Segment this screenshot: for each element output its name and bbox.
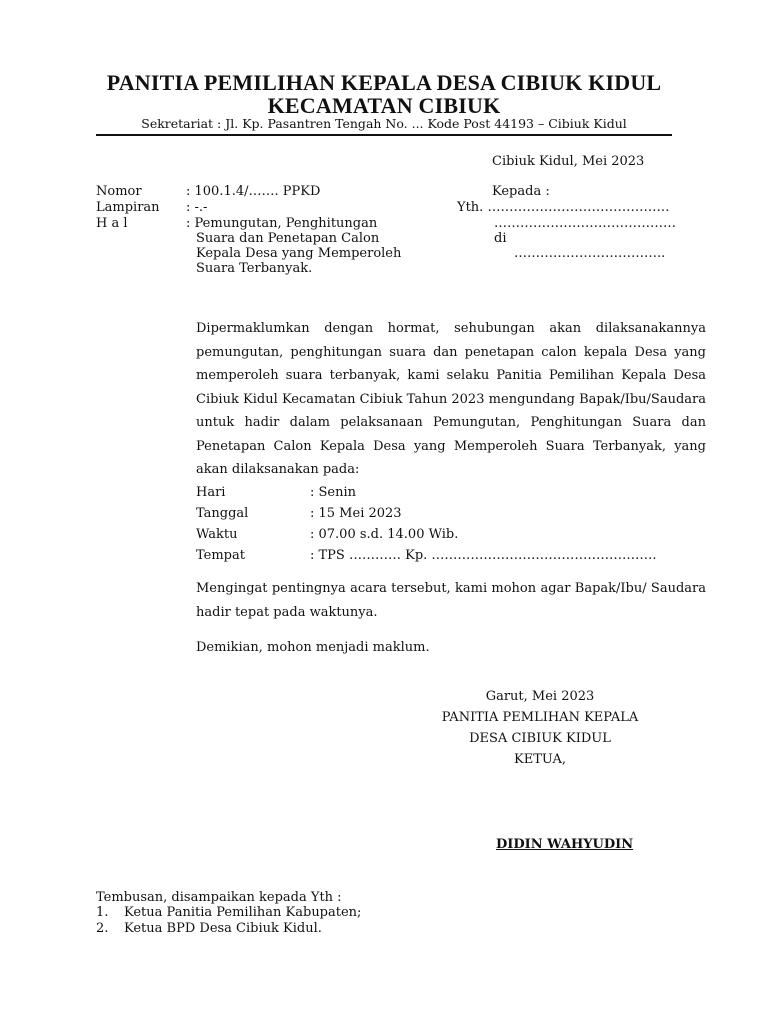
detail-value: : 15 Mei 2023 — [310, 506, 402, 521]
letterhead-secretariat: Sekretariat : Jl. Kp. Pasantren Tengah No. ... Kode Post 44193 – Cibiuk Kidul — [141, 116, 627, 131]
cc-heading: Tembusan, disampaikan kepada Yth : — [96, 890, 342, 905]
signer-name: DIDIN WAHYUDIN — [496, 837, 634, 852]
detail-label: Waktu — [196, 527, 238, 542]
letterhead-title-line1: PANITIA PEMILIHAN KEPALA DESA CIBIUK KIDUL — [106, 70, 662, 95]
nomor-label: Nomor — [96, 184, 142, 199]
nomor-value: : 100.1.4/……. PPKD — [186, 184, 321, 199]
body-paragraph-1: Dipermaklumkan dengan hormat, sehubungan akan dilaksanakannya pemungutan, penghitungan suara dan penetapan calon kepala Desa yang memperoleh suara terbanyak, kami selaku Panitia Pemilihan Kepala Desa Cibiuk Kidul Kecamatan Cibiuk Tahun 2023 mengundang Bapak/Ibu/Saudara untuk hadir dalam pelaksanaan Pemungutan, Penghitungan Suara dan Penetapan Calon Kepala Desa yang Memperoleh Suara Terbanyak, yang akan dilaksanakan pada: — [196, 321, 706, 477]
detail-value: : 07.00 s.d. 14.00 Wib. — [310, 527, 459, 542]
lampiran-label: Lampiran — [96, 200, 160, 215]
detail-row-tanggal — [196, 506, 657, 527]
cc-item-text: Ketua BPD Desa Cibiuk Kidul. — [124, 921, 322, 936]
hal-label: H a l — [96, 216, 128, 231]
letter-date: Cibiuk Kidul, Mei 2023 — [492, 154, 645, 169]
recipient-line3: …………………………….. — [514, 246, 666, 261]
signature-org-line1: PANITIA PEMLIHAN KEPALA — [441, 710, 639, 725]
recipient-kepada: Kepada : — [492, 184, 550, 199]
detail-label: Hari — [196, 485, 226, 500]
recipient-yth: Yth. …………………………………… — [457, 200, 670, 215]
detail-row-hari — [196, 485, 657, 506]
lampiran-value: : -.- — [186, 200, 208, 215]
recipient-line2: …………………………………… — [494, 216, 676, 231]
letterhead-title-line2: KECAMATAN CIBIUK — [267, 93, 501, 118]
letterhead-divider — [96, 134, 672, 136]
event-details-table — [196, 485, 657, 569]
cc-item-text: Ketua Panitia Pemilihan Kabupaten; — [124, 905, 362, 920]
detail-label: Tempat — [196, 548, 245, 563]
body-paragraph-2: Mengingat pentingnya acara tersebut, kami mohon agar Bapak/Ibu/ Saudara hadir tepat pada waktunya. — [196, 581, 706, 620]
cc-item-number: 1. — [96, 905, 109, 920]
signature-position: KETUA, — [514, 752, 566, 767]
detail-row-tempat — [196, 548, 657, 569]
hal-value-line3: Kepala Desa yang Memperoleh — [196, 246, 402, 261]
recipient-di: di — [494, 231, 507, 246]
detail-label: Tanggal — [196, 506, 249, 521]
detail-value: : Senin — [310, 485, 357, 500]
hal-value-line4: Suara Terbanyak. — [196, 261, 313, 276]
hal-value-line1: : Pemungutan, Penghitungan — [186, 216, 378, 231]
closing-text: Demikian, mohon menjadi maklum. — [196, 640, 430, 655]
cc-item-number: 2. — [96, 921, 109, 936]
hal-value-line2: Suara dan Penetapan Calon — [196, 231, 380, 246]
signature-place-date: Garut, Mei 2023 — [485, 689, 595, 704]
signature-org-line2: DESA CIBIUK KIDUL — [469, 731, 611, 746]
detail-value: : TPS ………… Kp. ……………………………………………. — [310, 548, 657, 563]
detail-row-waktu — [196, 527, 657, 548]
